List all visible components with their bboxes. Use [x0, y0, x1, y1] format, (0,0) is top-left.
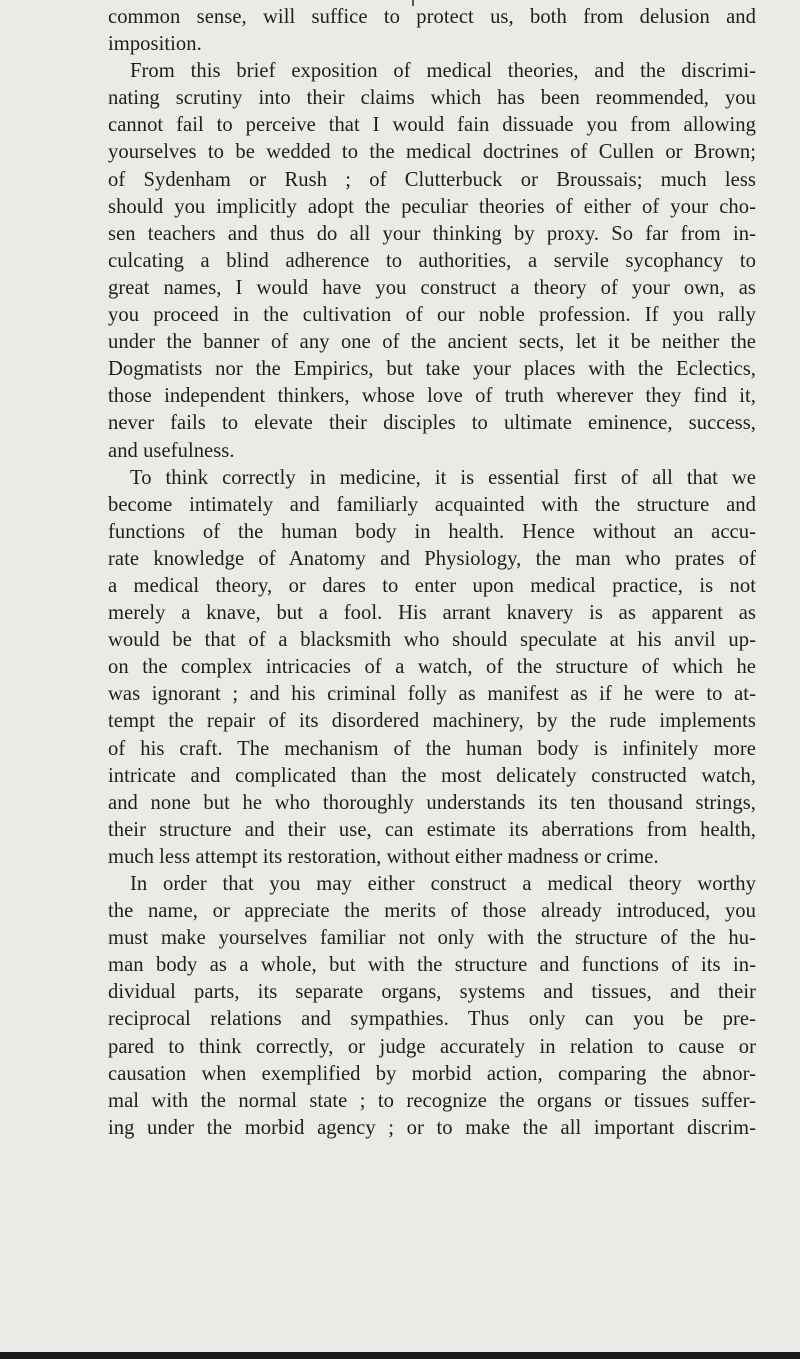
text-line: under the banner of any one of the ancient sects, let it be neither the — [108, 331, 756, 354]
text-line: their structure and their use, can estimate its aberrations from health, — [108, 818, 756, 841]
text-line: dividual parts, its separate organs, systems and tissues, and their — [108, 981, 756, 1004]
text-line: functions of the human body in health. Hence without an accu- — [108, 520, 756, 543]
text-line: cannot fail to perceive that I would fain dissuade you from allowing — [108, 114, 756, 137]
text-line: the name, or appreciate the merits of those already introduced, you — [108, 900, 756, 923]
text-line: reciprocal relations and sympathies. Thus only can you be pre- — [108, 1008, 756, 1031]
text-line: To think correctly in medicine, it is essential first of all that we — [130, 466, 756, 489]
text-line: pared to think correctly, or judge accurately in relation to cause or — [108, 1035, 756, 1058]
text-line: causation when exemplified by morbid action, comparing the abnor- — [108, 1062, 756, 1085]
text-line: rate knowledge of Anatomy and Physiology, the man who prates of — [108, 547, 756, 570]
text-line: on the complex intricacies of a watch, of the structure of which he — [108, 656, 756, 679]
text-line: become intimately and familiarly acquainted with the structure and — [108, 493, 756, 516]
text-line: sen teachers and thus do all your thinking by proxy. So far from in- — [108, 222, 756, 245]
text-line: a medical theory, or dares to enter upon medical practice, is not — [108, 574, 756, 597]
text-line: those independent thinkers, whose love of truth wherever they find it, — [108, 385, 756, 408]
text-line: ing under the morbid agency ; or to make the all important discrim- — [108, 1116, 756, 1139]
text-line: Dogmatists nor the Empirics, but take your places with the Eclectics, — [108, 358, 756, 381]
text-line: yourselves to be wedded to the medical doctrines of Cullen or Brown; — [108, 141, 756, 164]
text-line: man body as a whole, but with the structure and functions of its in- — [108, 954, 756, 977]
text-line: and usefulness. — [108, 439, 235, 462]
text-line: should you implicitly adopt the peculiar theories of either of your cho- — [108, 195, 756, 218]
text-line: never fails to elevate their disciples to ultimate eminence, success, — [108, 412, 756, 435]
text-line: intricate and complicated than the most delicately constructed watch, — [108, 764, 756, 787]
text-line: much less attempt its restoration, without either madness or crime. — [108, 845, 659, 868]
text-line: great names, I would have you construct a theory of your own, as — [108, 276, 756, 299]
text-line: was ignorant ; and his criminal folly as manifest as if he were to at- — [108, 683, 756, 706]
text-line: From this brief exposition of medical theories, and the discrimi- — [130, 60, 756, 83]
text-line: mal with the normal state ; to recognize the organs or tissues suffer- — [108, 1089, 756, 1112]
text-line: of Sydenham or Rush ; of Clutterbuck or Broussais; much less — [108, 168, 756, 191]
body-text — [108, 0, 756, 1142]
text-line: culcating a blind adherence to authorities, a servile sycophancy to — [108, 249, 756, 272]
text-line: of his craft. The mechanism of the human body is infinitely more — [108, 737, 756, 760]
text-line: In order that you may either construct a medical theory worthy — [130, 873, 756, 895]
page-bottom-edge — [0, 1352, 800, 1359]
text-line: common sense, will suffice to protect us, both from delusion and — [108, 6, 756, 28]
text-line: you proceed in the cultivation of our noble profession. If you rally — [108, 304, 756, 327]
text-line: imposition. — [108, 33, 202, 56]
text-line: nating scrutiny into their claims which has been reommended, you — [108, 87, 756, 110]
text-line: would be that of a blacksmith who should speculate at his anvil up- — [108, 629, 756, 652]
text-line: must make yourselves familiar not only with the structure of the hu- — [108, 927, 756, 950]
text-line: tempt the repair of its disordered machinery, by the rude implements — [108, 710, 756, 733]
text-line: merely a knave, but a fool. His arrant knavery is as apparent as — [108, 602, 756, 625]
text-line: and none but he who thoroughly understands its ten thousand strings, — [108, 791, 756, 814]
